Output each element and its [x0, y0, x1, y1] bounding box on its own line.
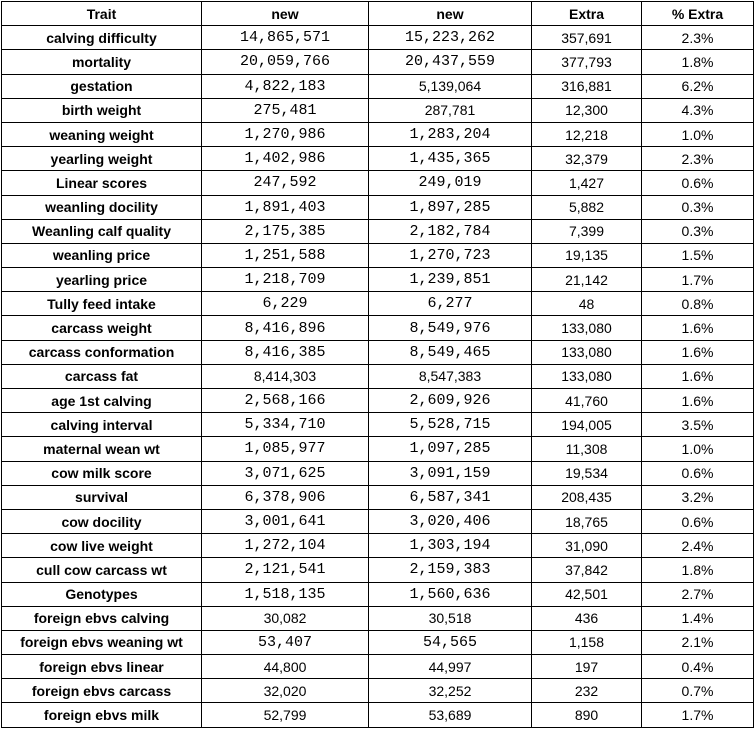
extra-cell: 194,005 — [532, 413, 642, 437]
new-value-2-cell: 6,587,341 — [369, 485, 532, 509]
extra-cell: 31,090 — [532, 534, 642, 558]
trait-cell: maternal wean wt — [2, 437, 202, 461]
trait-cell: Tully feed intake — [2, 292, 202, 316]
table-row — [2, 316, 754, 340]
extra-cell: 48 — [532, 292, 642, 316]
table-row — [2, 98, 754, 122]
new-value-2-cell: 44,997 — [369, 655, 532, 679]
header-extra: Extra — [532, 2, 642, 26]
new-value-1-cell: 6,378,906 — [202, 485, 369, 509]
new-value-1-cell: 32,020 — [202, 679, 369, 703]
trait-cell: cow docility — [2, 509, 202, 533]
extra-cell: 7,399 — [532, 219, 642, 243]
extra-cell: 316,881 — [532, 74, 642, 98]
table-row — [2, 679, 754, 703]
extra-cell: 436 — [532, 606, 642, 630]
new-value-2-cell: 1,097,285 — [369, 437, 532, 461]
header-pct-extra: % Extra — [642, 2, 754, 26]
trait-cell: calving difficulty — [2, 26, 202, 50]
pct-extra-cell: 1.5% — [642, 243, 754, 267]
extra-cell: 41,760 — [532, 389, 642, 413]
extra-cell: 12,218 — [532, 122, 642, 146]
new-value-2-cell: 3,091,159 — [369, 461, 532, 485]
extra-cell: 133,080 — [532, 316, 642, 340]
new-value-1-cell: 1,270,986 — [202, 122, 369, 146]
trait-cell: cow live weight — [2, 534, 202, 558]
pct-extra-cell: 3.5% — [642, 413, 754, 437]
table-row — [2, 74, 754, 98]
new-value-1-cell: 44,800 — [202, 655, 369, 679]
table-row — [2, 268, 754, 292]
pct-extra-cell: 1.7% — [642, 268, 754, 292]
trait-cell: age 1st calving — [2, 389, 202, 413]
table-row — [2, 630, 754, 654]
new-value-1-cell: 20,059,766 — [202, 50, 369, 74]
new-value-2-cell: 32,252 — [369, 679, 532, 703]
new-value-2-cell: 20,437,559 — [369, 50, 532, 74]
header-new-2: new — [369, 2, 532, 26]
new-value-1-cell: 1,272,104 — [202, 534, 369, 558]
table-row — [2, 364, 754, 388]
new-value-1-cell: 1,402,986 — [202, 147, 369, 171]
table-row — [2, 558, 754, 582]
extra-cell: 377,793 — [532, 50, 642, 74]
trait-cell: carcass weight — [2, 316, 202, 340]
new-value-1-cell: 8,414,303 — [202, 364, 369, 388]
trait-cell: Genotypes — [2, 582, 202, 606]
trait-cell: weaning weight — [2, 122, 202, 146]
new-value-2-cell: 5,139,064 — [369, 74, 532, 98]
pct-extra-cell: 0.4% — [642, 655, 754, 679]
new-value-1-cell: 1,085,977 — [202, 437, 369, 461]
new-value-1-cell: 247,592 — [202, 171, 369, 195]
extra-cell: 5,882 — [532, 195, 642, 219]
trait-cell: gestation — [2, 74, 202, 98]
trait-cell: mortality — [2, 50, 202, 74]
new-value-2-cell: 1,897,285 — [369, 195, 532, 219]
header-row — [2, 2, 754, 26]
new-value-2-cell: 15,223,262 — [369, 26, 532, 50]
trait-cell: cull cow carcass wt — [2, 558, 202, 582]
extra-cell: 232 — [532, 679, 642, 703]
pct-extra-cell: 0.8% — [642, 292, 754, 316]
table-row — [2, 195, 754, 219]
pct-extra-cell: 1.6% — [642, 316, 754, 340]
new-value-2-cell: 1,239,851 — [369, 268, 532, 292]
new-value-1-cell: 1,251,588 — [202, 243, 369, 267]
pct-extra-cell: 2.4% — [642, 534, 754, 558]
trait-cell: foreign ebvs carcass — [2, 679, 202, 703]
table-row — [2, 437, 754, 461]
trait-cell: survival — [2, 485, 202, 509]
table-row — [2, 171, 754, 195]
table-row — [2, 655, 754, 679]
table-row — [2, 292, 754, 316]
pct-extra-cell: 2.3% — [642, 26, 754, 50]
new-value-1-cell: 2,568,166 — [202, 389, 369, 413]
table-row — [2, 147, 754, 171]
trait-cell: carcass fat — [2, 364, 202, 388]
trait-cell: calving interval — [2, 413, 202, 437]
new-value-1-cell: 6,229 — [202, 292, 369, 316]
new-value-2-cell: 3,020,406 — [369, 509, 532, 533]
new-value-2-cell: 287,781 — [369, 98, 532, 122]
extra-cell: 42,501 — [532, 582, 642, 606]
pct-extra-cell: 0.3% — [642, 219, 754, 243]
extra-cell: 37,842 — [532, 558, 642, 582]
table-row — [2, 413, 754, 437]
new-value-2-cell: 1,270,723 — [369, 243, 532, 267]
new-value-1-cell: 2,121,541 — [202, 558, 369, 582]
table-row — [2, 26, 754, 50]
new-value-1-cell: 4,822,183 — [202, 74, 369, 98]
pct-extra-cell: 1.8% — [642, 558, 754, 582]
extra-cell: 133,080 — [532, 364, 642, 388]
new-value-2-cell: 249,019 — [369, 171, 532, 195]
new-value-2-cell: 30,518 — [369, 606, 532, 630]
new-value-1-cell: 14,865,571 — [202, 26, 369, 50]
pct-extra-cell: 1.7% — [642, 703, 754, 727]
table-row — [2, 485, 754, 509]
extra-cell: 11,308 — [532, 437, 642, 461]
trait-table — [1, 1, 754, 728]
new-value-1-cell: 8,416,385 — [202, 340, 369, 364]
trait-cell: Linear scores — [2, 171, 202, 195]
extra-cell: 19,534 — [532, 461, 642, 485]
table-row — [2, 582, 754, 606]
pct-extra-cell: 4.3% — [642, 98, 754, 122]
pct-extra-cell: 1.6% — [642, 340, 754, 364]
extra-cell: 208,435 — [532, 485, 642, 509]
extra-cell: 133,080 — [532, 340, 642, 364]
extra-cell: 890 — [532, 703, 642, 727]
extra-cell: 12,300 — [532, 98, 642, 122]
trait-cell: foreign ebvs milk — [2, 703, 202, 727]
table-row — [2, 219, 754, 243]
extra-cell: 1,158 — [532, 630, 642, 654]
trait-cell: birth weight — [2, 98, 202, 122]
pct-extra-cell: 0.6% — [642, 171, 754, 195]
pct-extra-cell: 1.6% — [642, 389, 754, 413]
pct-extra-cell: 2.1% — [642, 630, 754, 654]
table-row — [2, 243, 754, 267]
new-value-2-cell: 2,159,383 — [369, 558, 532, 582]
pct-extra-cell: 3.2% — [642, 485, 754, 509]
trait-cell: cow milk score — [2, 461, 202, 485]
trait-cell: weanling docility — [2, 195, 202, 219]
new-value-2-cell: 1,560,636 — [369, 582, 532, 606]
new-value-2-cell: 1,283,204 — [369, 122, 532, 146]
trait-cell: carcass conformation — [2, 340, 202, 364]
extra-cell: 1,427 — [532, 171, 642, 195]
new-value-2-cell: 5,528,715 — [369, 413, 532, 437]
pct-extra-cell: 2.7% — [642, 582, 754, 606]
new-value-1-cell: 3,001,641 — [202, 509, 369, 533]
pct-extra-cell: 1.4% — [642, 606, 754, 630]
trait-cell: Weanling calf quality — [2, 219, 202, 243]
new-value-2-cell: 2,609,926 — [369, 389, 532, 413]
new-value-2-cell: 54,565 — [369, 630, 532, 654]
pct-extra-cell: 6.2% — [642, 74, 754, 98]
new-value-2-cell: 8,547,383 — [369, 364, 532, 388]
table-body — [2, 26, 754, 727]
new-value-2-cell: 2,182,784 — [369, 219, 532, 243]
table-row — [2, 340, 754, 364]
new-value-1-cell: 1,518,135 — [202, 582, 369, 606]
new-value-1-cell: 1,891,403 — [202, 195, 369, 219]
trait-cell: weanling price — [2, 243, 202, 267]
new-value-1-cell: 1,218,709 — [202, 268, 369, 292]
pct-extra-cell: 1.0% — [642, 437, 754, 461]
table-row — [2, 122, 754, 146]
pct-extra-cell: 1.6% — [642, 364, 754, 388]
header-trait: Trait — [2, 2, 202, 26]
new-value-1-cell: 5,334,710 — [202, 413, 369, 437]
extra-cell: 357,691 — [532, 26, 642, 50]
new-value-1-cell: 8,416,896 — [202, 316, 369, 340]
trait-cell: foreign ebvs calving — [2, 606, 202, 630]
new-value-2-cell: 1,435,365 — [369, 147, 532, 171]
new-value-1-cell: 275,481 — [202, 98, 369, 122]
trait-cell: yearling weight — [2, 147, 202, 171]
table-row — [2, 50, 754, 74]
new-value-1-cell: 53,407 — [202, 630, 369, 654]
trait-cell: yearling price — [2, 268, 202, 292]
pct-extra-cell: 0.3% — [642, 195, 754, 219]
new-value-1-cell: 30,082 — [202, 606, 369, 630]
extra-cell: 19,135 — [532, 243, 642, 267]
table-row — [2, 534, 754, 558]
new-value-1-cell: 52,799 — [202, 703, 369, 727]
trait-cell: foreign ebvs weaning wt — [2, 630, 202, 654]
new-value-1-cell: 2,175,385 — [202, 219, 369, 243]
pct-extra-cell: 1.8% — [642, 50, 754, 74]
table-row — [2, 606, 754, 630]
pct-extra-cell: 2.3% — [642, 147, 754, 171]
new-value-1-cell: 3,071,625 — [202, 461, 369, 485]
pct-extra-cell: 0.7% — [642, 679, 754, 703]
table-row — [2, 703, 754, 727]
new-value-2-cell: 53,689 — [369, 703, 532, 727]
trait-cell: foreign ebvs linear — [2, 655, 202, 679]
extra-cell: 18,765 — [532, 509, 642, 533]
new-value-2-cell: 6,277 — [369, 292, 532, 316]
table-row — [2, 509, 754, 533]
table-row — [2, 461, 754, 485]
pct-extra-cell: 1.0% — [642, 122, 754, 146]
header-new-1: new — [202, 2, 369, 26]
extra-cell: 32,379 — [532, 147, 642, 171]
new-value-2-cell: 1,303,194 — [369, 534, 532, 558]
extra-cell: 21,142 — [532, 268, 642, 292]
pct-extra-cell: 0.6% — [642, 509, 754, 533]
extra-cell: 197 — [532, 655, 642, 679]
new-value-2-cell: 8,549,465 — [369, 340, 532, 364]
pct-extra-cell: 0.6% — [642, 461, 754, 485]
new-value-2-cell: 8,549,976 — [369, 316, 532, 340]
table-row — [2, 389, 754, 413]
